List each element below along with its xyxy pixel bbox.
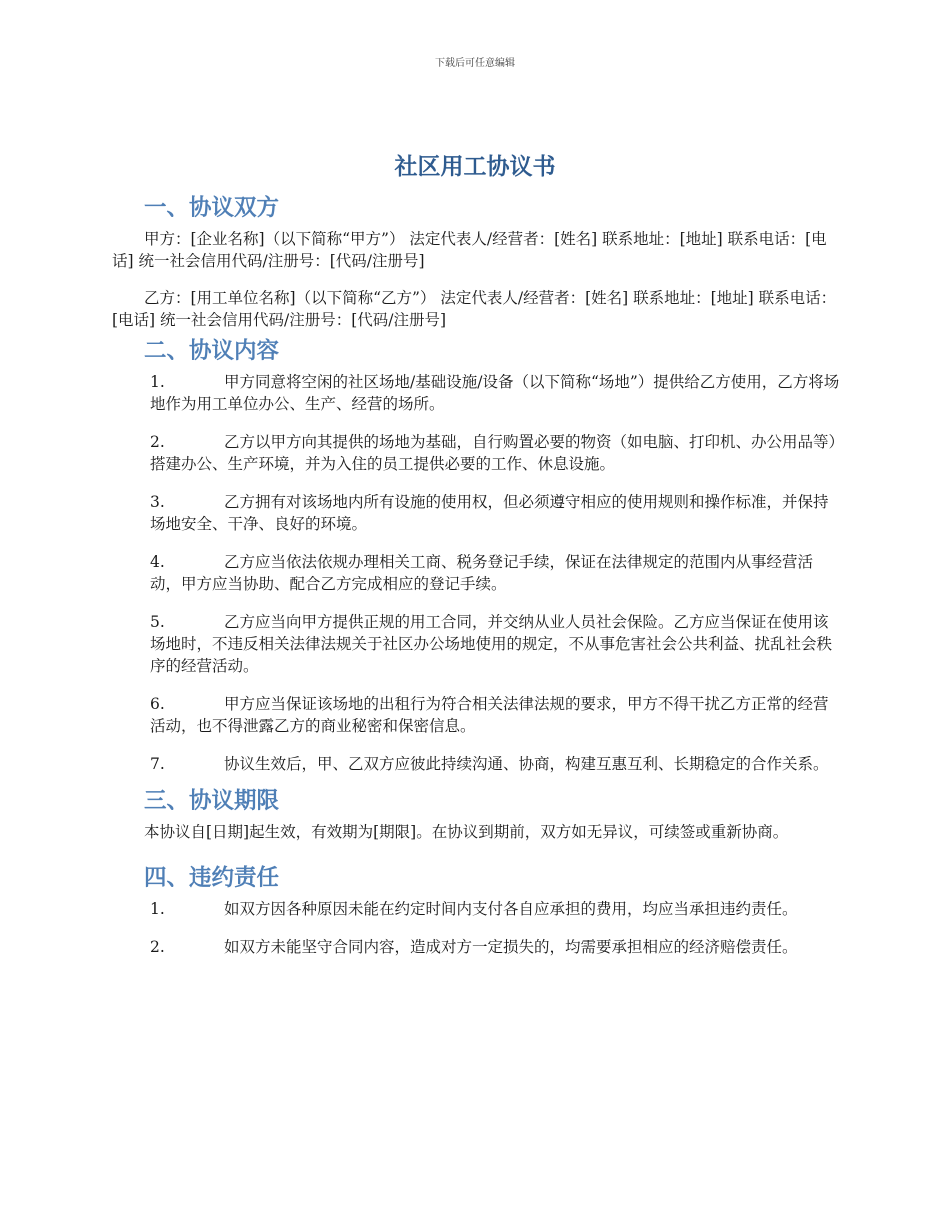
document-title: 社区用工协议书 [394,154,556,180]
list-item [112,936,840,958]
section-heading-liability: 四、违约责任 [144,865,280,891]
clause-number: 5. [150,613,165,631]
list-item [112,693,840,737]
list-item [112,491,840,535]
clause-text: 如双方因各种原因未能在约定时间内支付各自应承担的费用，均应当承担违约责任。 [224,900,798,918]
document-body [112,188,840,958]
clause-text: 甲方同意将空闲的社区场地/基础设施/设备（以下简称“场地”）提供给乙方使用，乙方将场地作为用工单位办公、生产、经营的场所。 [150,373,840,413]
list-item [112,371,840,415]
list-item [112,898,840,920]
clause-number: 3. [150,493,165,511]
party-b-paragraph: 乙方：[用工单位名称]（以下简称“乙方”） 法定代表人/经营者：[姓名] 联系地址：[地址] 联系电话：[电话] 统一社会信用代码/注册号：[代码/注册号] [112,289,837,329]
clause-text: 乙方应当向甲方提供正规的用工合同，并交纳从业人员社会保险。乙方应当保证在使用该场地时，不违反相关法律法规关于社区办公场地使用的规定，不从事危害社会公共利益、扰乱社会秩序的经营活动。 [150,613,833,675]
section-heading-parties: 一、协议双方 [144,195,280,221]
clause-text: 甲方应当保证该场地的出租行为符合相关法律法规的要求，甲方不得干扰乙方正常的经营活动，也不得泄露乙方的商业秘密和保密信息。 [150,695,829,735]
clause-number: 2. [150,938,165,956]
list-item [112,611,840,677]
list-item [112,551,840,595]
clause-number: 1. [150,373,165,391]
clause-number: 1. [150,900,165,918]
section-heading-content: 二、协议内容 [144,338,280,364]
content-clause-list [112,371,840,775]
clause-text: 乙方以甲方向其提供的场地为基础，自行购置必要的物资（如电脑、打印机、办公用品等）搭建办公、生产环境，并为入住的员工提供必要的工作、休息设施。 [150,433,837,473]
header-note: 下载后可任意编辑 [435,58,515,69]
term-paragraph: 本协议自[日期]起生效，有效期为[期限]。在协议到期前，双方如无异议，可续签或重新协商。 [144,823,789,841]
clause-number: 6. [150,695,165,713]
section-heading-term: 三、协议期限 [144,788,280,814]
liability-clause-list [112,898,840,958]
party-a-paragraph: 甲方：[企业名称]（以下简称“甲方”） 法定代表人/经营者：[姓名] 联系地址：[地址] 联系电话：[电话] 统一社会信用代码/注册号：[代码/注册号] [112,230,827,270]
list-item [112,753,840,775]
clause-text: 协议生效后，甲、乙双方应彼此持续沟通、协商，构建互惠互利、长期稳定的合作关系。 [224,755,829,773]
clause-text: 乙方应当依法依规办理相关工商、税务登记手续，保证在法律规定的范围内从事经营活动，甲方应当协助、配合乙方完成相应的登记手续。 [150,553,814,593]
clause-text: 如双方未能坚守合同内容，造成对方一定损失的，均需要承担相应的经济赔偿责任。 [224,938,798,956]
clause-number: 2. [150,433,165,451]
list-item [112,431,840,475]
clause-number: 7. [150,755,165,773]
clause-number: 4. [150,553,165,571]
clause-text: 乙方拥有对该场地内所有设施的使用权，但必须遵守相应的使用规则和操作标准，并保持场地安全、干净、良好的环境。 [150,493,829,533]
